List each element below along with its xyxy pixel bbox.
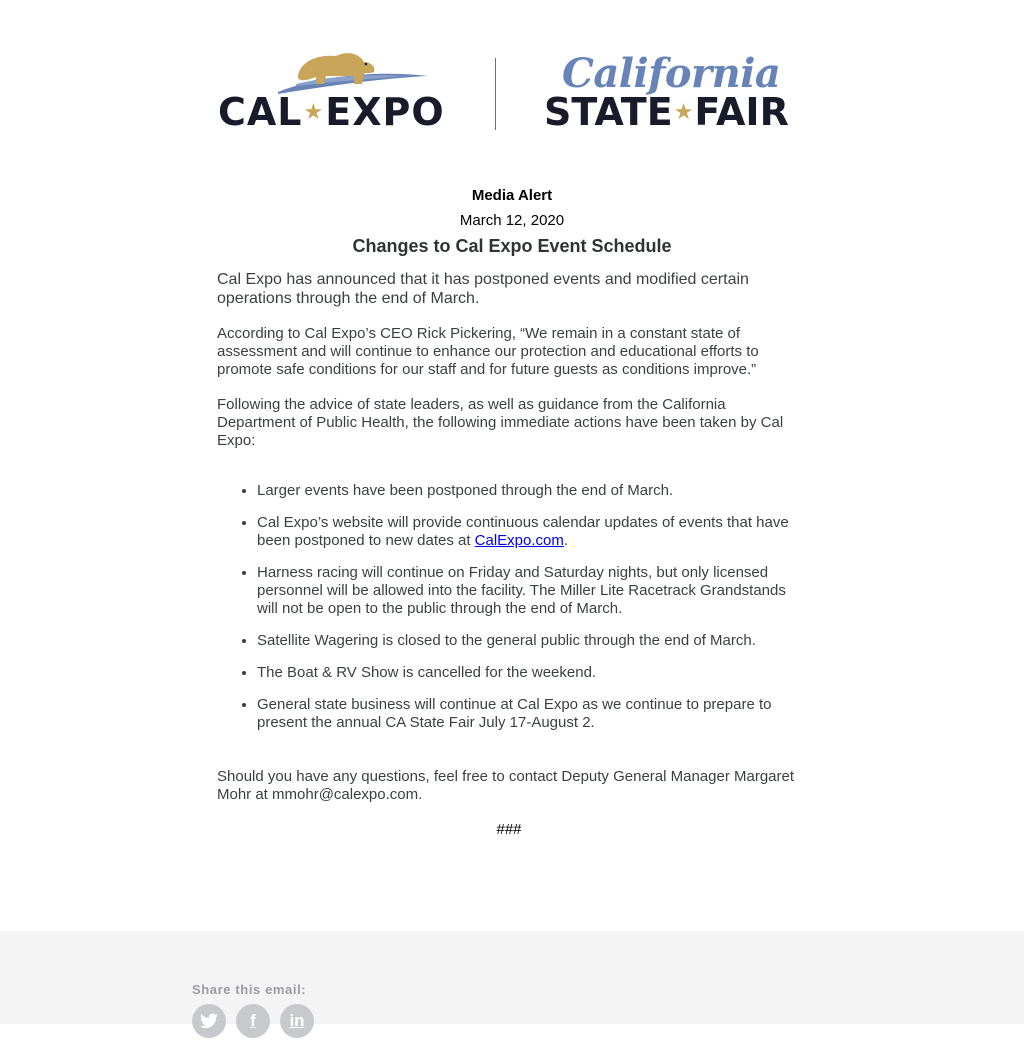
list-item: • The Boat & RV Show is cancelled for the weekend.: [257, 664, 807, 682]
star-icon: ★: [673, 100, 694, 125]
state-fair-wordmark: STATE★FAIR: [544, 90, 789, 134]
twitter-icon[interactable]: [192, 1004, 226, 1038]
state-fair-script: California: [562, 50, 781, 97]
list-item: • Cal Expo’s website will provide continuous calendar updates of events that have been postponed to new dates at CalExpo.com.: [257, 514, 807, 550]
cal-expo-wordmark: CAL★EXPO: [218, 90, 445, 134]
facebook-icon[interactable]: f: [236, 1004, 270, 1038]
star-icon: ★: [303, 100, 325, 125]
list-item: • Satellite Wagering is closed to the general public through the end of March.: [257, 632, 807, 650]
state-fair-logo: [542, 44, 808, 136]
header-logos: [216, 44, 808, 136]
footer: [0, 931, 1024, 1030]
closing-paragraph: Should you have any questions, feel free to contact Deputy General Manager Margaret Mohr at mmohr@calexpo.com.: [217, 768, 795, 803]
end-mark: ###: [496, 821, 522, 838]
linkedin-icon[interactable]: in: [280, 1004, 314, 1038]
calexpo-link[interactable]: CalExpo.com: [474, 532, 564, 549]
cal-expo-logo: [216, 44, 448, 136]
bear-icon: [278, 46, 428, 94]
alert-label: Media Alert: [471, 187, 553, 204]
intro-paragraph: Cal Expo has announced that it has postponed events and modified certain operations through the end of March.: [217, 271, 749, 307]
list-item: • Harness racing will continue on Friday and Saturday nights, but only licensed personnel will be allowed into the facility. The Miller Lite Racetrack Grandstands will not be open to the public through the end of March.: [257, 564, 807, 618]
press-release: [217, 186, 807, 839]
advice-paragraph: Following the advice of state leaders, as well as guidance from the California Department of Public Health, the following immediate actions have been taken by Cal Expo:: [217, 396, 784, 449]
headline: Changes to Cal Expo Event Schedule: [352, 236, 672, 256]
list-item: • Larger events have been postponed through the end of March.: [257, 482, 807, 500]
list-item: • General state business will continue at Cal Expo as we continue to prepare to present the annual CA State Fair July 17-August 2.: [257, 696, 807, 732]
actions-list: [217, 482, 807, 732]
logo-divider: [495, 58, 496, 130]
alert-date: March 12, 2020: [459, 212, 565, 229]
quote-paragraph: According to Cal Expo’s CEO Rick Pickering, “We remain in a constant state of assessment and will continue to enhance our protection and educational efforts to promote safe conditions for our staff and for future guests as conditions improve.”: [217, 325, 759, 378]
share-label: Share this email:: [192, 982, 307, 997]
